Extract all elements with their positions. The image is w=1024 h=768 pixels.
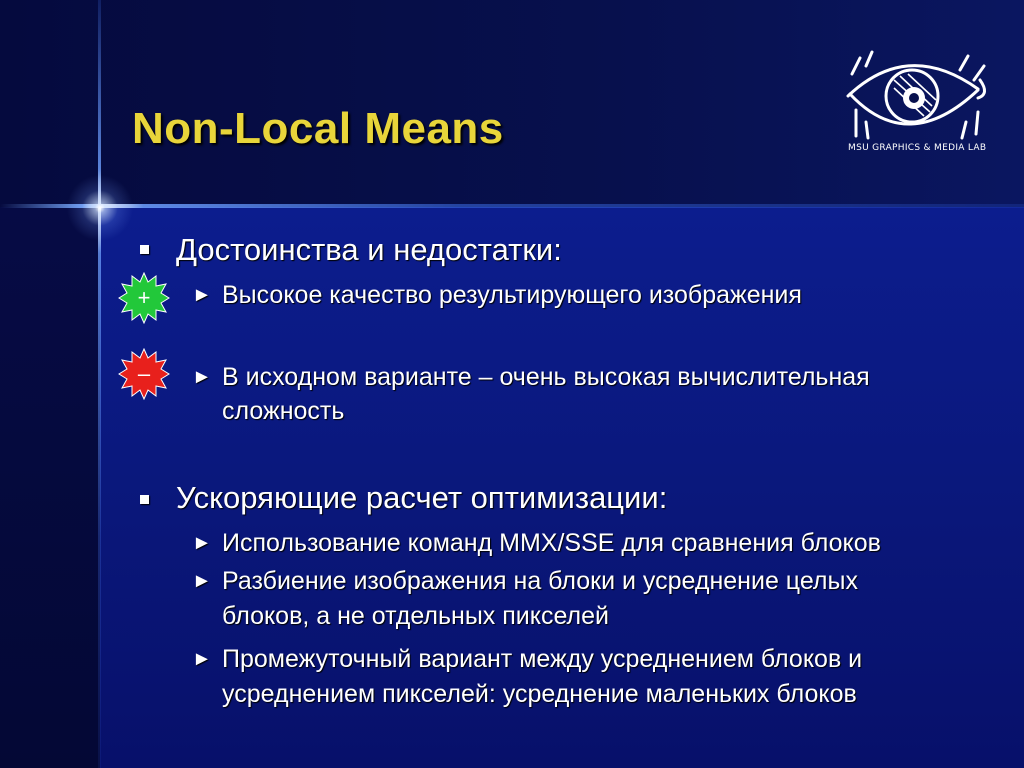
section-heading: Достоинства и недостатки: — [176, 232, 562, 267]
arrow-bullet: ► — [192, 648, 212, 670]
list-item-line: Высокое качество результирующего изображения — [222, 281, 802, 309]
light-sparkle — [64, 172, 136, 244]
list-item-line: усреднением пикселей: усреднение маленьких блоков — [222, 680, 857, 708]
arrow-bullet: ► — [192, 570, 212, 592]
list-item-line: В исходном варианте – очень высокая вычислительная — [222, 363, 870, 391]
plus-badge-label: + — [137, 285, 151, 310]
section-bullet — [140, 245, 149, 254]
list-item-line: блоков, а не отдельных пикселей — [222, 602, 609, 630]
plus-badge-icon — [118, 272, 170, 324]
section-heading: Ускоряющие расчет оптимизации: — [176, 480, 668, 515]
logo-caption: MSU GRAPHICS & MEDIA LAB — [848, 143, 987, 153]
left-margin-background — [0, 207, 100, 768]
arrow-bullet: ► — [192, 284, 212, 306]
minus-badge-label: – — [137, 361, 151, 386]
list-item-line: сложность — [222, 397, 345, 425]
minus-badge-icon — [118, 348, 170, 400]
section-bullet — [140, 495, 149, 504]
horizontal-light-line — [0, 204, 1024, 208]
arrow-bullet: ► — [192, 532, 212, 554]
arrow-bullet: ► — [192, 366, 212, 388]
vertical-light-line — [98, 0, 101, 768]
slide-title: Non-Local Means — [132, 104, 504, 153]
list-item-line: Промежуточный вариант между усреднением блоков и — [222, 645, 863, 673]
list-item-line: Разбиение изображения на блоки и усреднение целых — [222, 567, 858, 595]
list-item-line: Использование команд MMX/SSE для сравнения блоков — [222, 529, 881, 557]
